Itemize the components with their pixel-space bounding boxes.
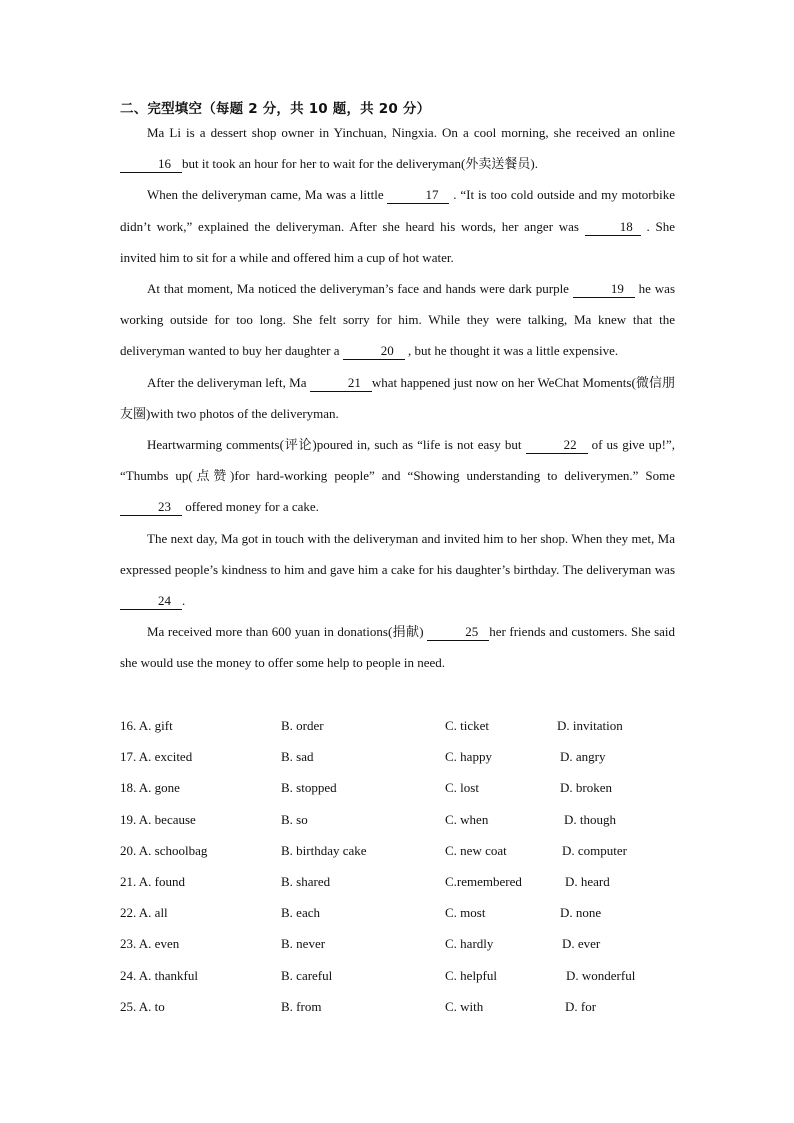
- option-a: 25. A. to: [120, 998, 165, 1014]
- question-row-20: [120, 835, 680, 866]
- option-b: B. careful: [281, 967, 333, 983]
- question-row-23: [120, 928, 680, 959]
- paragraph-1: [120, 117, 675, 179]
- option-d: D. for: [565, 998, 597, 1014]
- option-b: B. sad: [281, 749, 314, 765]
- option-c: C. happy: [445, 749, 492, 765]
- option-a: 24. A. thankful: [120, 967, 198, 983]
- text: After the deliveryman left, Ma: [147, 374, 307, 390]
- question-row-24: [120, 960, 680, 991]
- option-d: D. heard: [565, 873, 610, 889]
- text: , but he thought it was a little expensive.: [407, 343, 619, 359]
- option-b: B. order: [281, 718, 324, 733]
- text: . “It is too cold outside and my motorbike didn’t work,” explained the deliveryman. After she heard his words, her anger was: [120, 187, 676, 234]
- blank-23: 23: [120, 500, 182, 516]
- option-a: 23. A. even: [120, 936, 180, 952]
- answer-options: [120, 710, 680, 1022]
- text: he was working outside for too long. She felt sorry for him. While they were talking, Ma knew that the deliveryman wanted to buy her daughter a: [120, 281, 676, 359]
- blank-19: 19: [573, 282, 635, 298]
- question-row-17: [120, 741, 680, 772]
- option-d: D. broken: [560, 780, 612, 796]
- blank-24: 24: [120, 594, 182, 610]
- option-a: 20. A. schoolbag: [120, 842, 208, 858]
- option-d: D. ever: [562, 936, 601, 952]
- option-c: C. helpful: [445, 967, 497, 983]
- option-c: C.remembered: [445, 873, 522, 889]
- option-c: C. when: [445, 811, 489, 827]
- section-heading: 二、完型填空（每题 2 分，共 10 题，共 20 分）: [120, 101, 431, 117]
- paragraph-2: [120, 179, 675, 273]
- option-d: D. none: [560, 905, 602, 921]
- text: The next day, Ma got in touch with the deliveryman and invited him to her shop. When they met, Ma expressed people’s kindness to him and gave him a cake for his daughter’s birthday. The deliveryman was: [120, 530, 675, 577]
- text: At that moment, Ma noticed the deliveryman’s face and hands were dark purple: [147, 281, 569, 297]
- text: Ma received more than 600 yuan in donations(捐献): [147, 624, 424, 640]
- text: her friends and customers. She said she would use the money to offer some help to people in need.: [120, 624, 676, 671]
- question-row-25: [120, 991, 680, 1022]
- option-d: D. wonderful: [566, 967, 636, 983]
- text: Ma Li is a dessert shop owner in Yinchuan, Ningxia. On a cool morning, she received an online: [147, 125, 675, 140]
- question-row-16: [120, 710, 680, 741]
- option-a: 18. A. gone: [120, 780, 180, 796]
- text: When the deliveryman came, Ma was a little: [147, 187, 384, 203]
- option-b: B. stopped: [281, 780, 337, 796]
- option-c: C. hardly: [445, 936, 494, 952]
- option-d: D. computer: [562, 842, 627, 858]
- cloze-passage: [120, 117, 675, 679]
- option-a: 16. A. gift: [120, 718, 173, 733]
- option-b: B. from: [281, 998, 322, 1014]
- option-c: C. new coat: [445, 842, 507, 858]
- option-b: B. birthday cake: [281, 842, 367, 858]
- option-b: B. never: [281, 936, 326, 952]
- paragraph-3: [120, 273, 675, 367]
- text: of us give up!”, “Thumbs up(点赞)for hard-working people” and “Showing understanding to deliverymen.” Some: [120, 437, 675, 484]
- text: .: [182, 593, 186, 609]
- blank-25: 25: [427, 625, 489, 641]
- option-c: C. with: [445, 998, 484, 1014]
- question-row-19: [120, 804, 680, 835]
- option-c: C. lost: [445, 780, 479, 796]
- option-d: D. angry: [560, 749, 606, 765]
- blank-16: 16: [120, 157, 182, 173]
- blank-17: 17: [387, 188, 449, 204]
- paragraph-4: [120, 367, 675, 429]
- option-b: B. shared: [281, 873, 331, 889]
- text: Heartwarming comments(评论)poured in, such as “life is not easy but: [147, 437, 522, 453]
- option-b: B. so: [281, 811, 308, 827]
- paragraph-5: [120, 429, 675, 523]
- option-d: D. though: [564, 811, 616, 827]
- option-a: 17. A. excited: [120, 749, 193, 765]
- blank-22: 22: [526, 438, 588, 454]
- option-d: D. invitation: [557, 718, 623, 733]
- text: . She invited him to sit for a while and offered him a cup of hot water.: [120, 218, 675, 265]
- blank-21: 21: [310, 376, 372, 392]
- paragraph-7: [120, 616, 675, 678]
- option-c: C. most: [445, 905, 486, 921]
- question-row-22: [120, 897, 680, 928]
- option-c: C. ticket: [445, 718, 490, 733]
- blank-18: 18: [585, 220, 641, 236]
- option-b: B. each: [281, 905, 320, 921]
- text: offered money for a cake.: [185, 499, 319, 515]
- text: but it took an hour for her to wait for the deliveryman(外卖送餐员).: [182, 156, 538, 172]
- option-a: 19. A. because: [120, 811, 196, 827]
- text: what happened just now on her WeChat Moments(微信朋友圈)with two photos of the deliveryman.: [120, 374, 676, 421]
- question-row-21: [120, 866, 680, 897]
- paragraph-6: [120, 523, 675, 617]
- option-a: 22. A. all: [120, 905, 168, 921]
- blank-20: 20: [343, 344, 405, 360]
- option-a: 21. A. found: [120, 873, 185, 889]
- question-row-18: [120, 772, 680, 803]
